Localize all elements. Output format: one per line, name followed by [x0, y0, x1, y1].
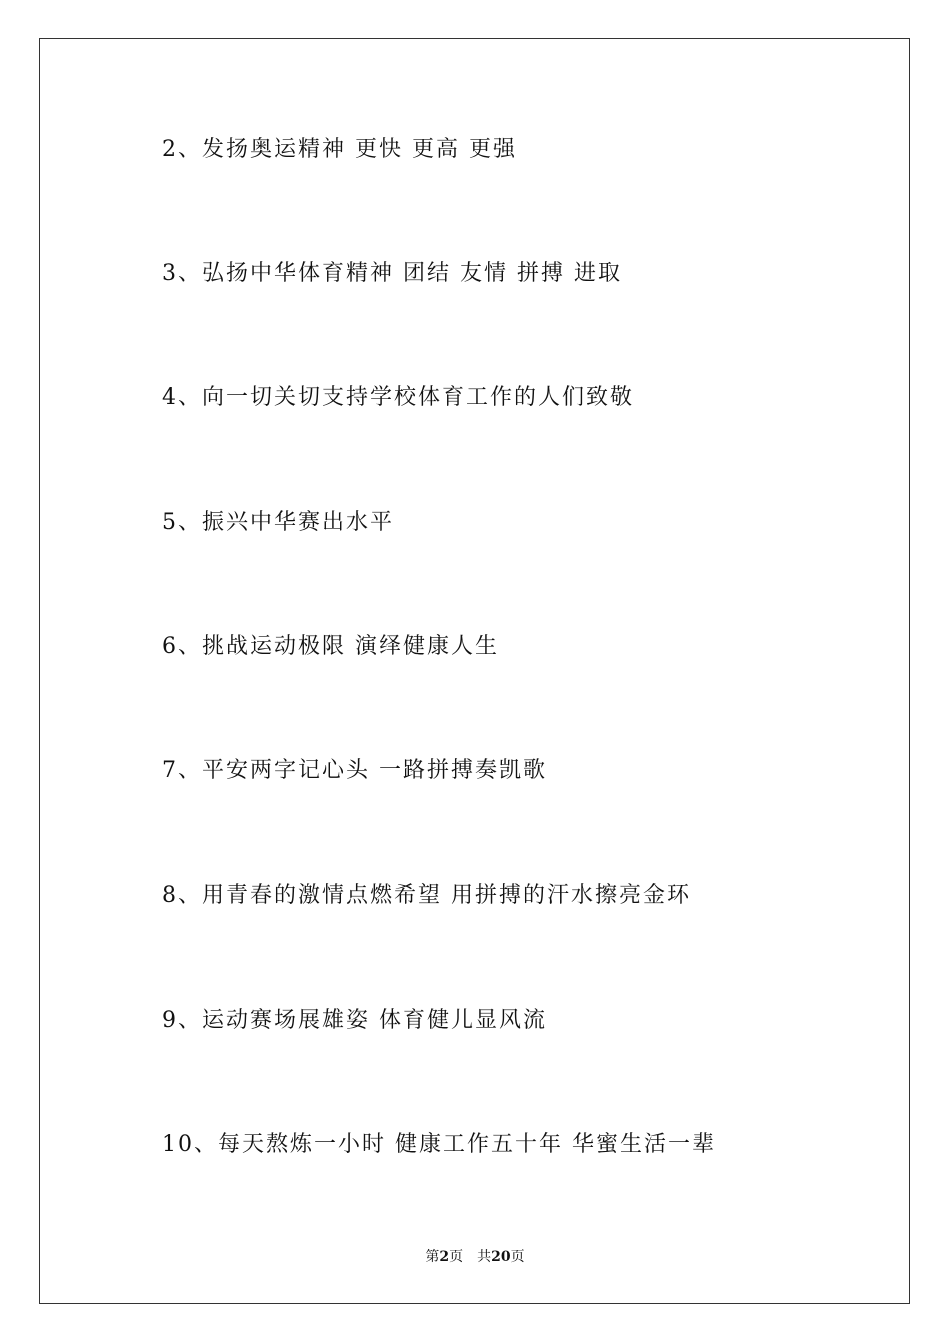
page-number: 2	[439, 1249, 450, 1265]
page-border	[39, 38, 910, 1304]
page-suffix: 页	[449, 1249, 464, 1265]
total-prefix: 共	[477, 1249, 492, 1265]
slogan-line-2: 2、发扬奥运精神 更快 更高 更强	[162, 137, 517, 162]
slogan-line-9: 9、运动赛场展雄姿 体育健儿显风流	[162, 1008, 547, 1033]
slogan-line-3: 3、弘扬中华体育精神 团结 友情 拼搏 进取	[162, 261, 622, 286]
page-footer	[0, 1248, 950, 1266]
slogan-line-4: 4、向一切关切支持学校体育工作的人们致敬	[162, 385, 634, 410]
page-prefix: 第	[425, 1249, 440, 1265]
slogan-line-6: 6、挑战运动极限 演绎健康人生	[162, 634, 499, 659]
total-suffix: 页	[510, 1249, 525, 1265]
slogan-line-8: 8、用青春的激情点燃希望 用拼搏的汗水擦亮金环	[162, 883, 691, 908]
slogan-line-5: 5、振兴中华赛出水平	[162, 510, 394, 535]
slogan-line-10: 10、每天熬炼一小时 健康工作五十年 华蜜生活一辈	[162, 1132, 716, 1157]
slogan-line-7: 7、平安两字记心头 一路拼搏奏凯歌	[162, 758, 547, 783]
total-pages: 20	[491, 1249, 511, 1265]
